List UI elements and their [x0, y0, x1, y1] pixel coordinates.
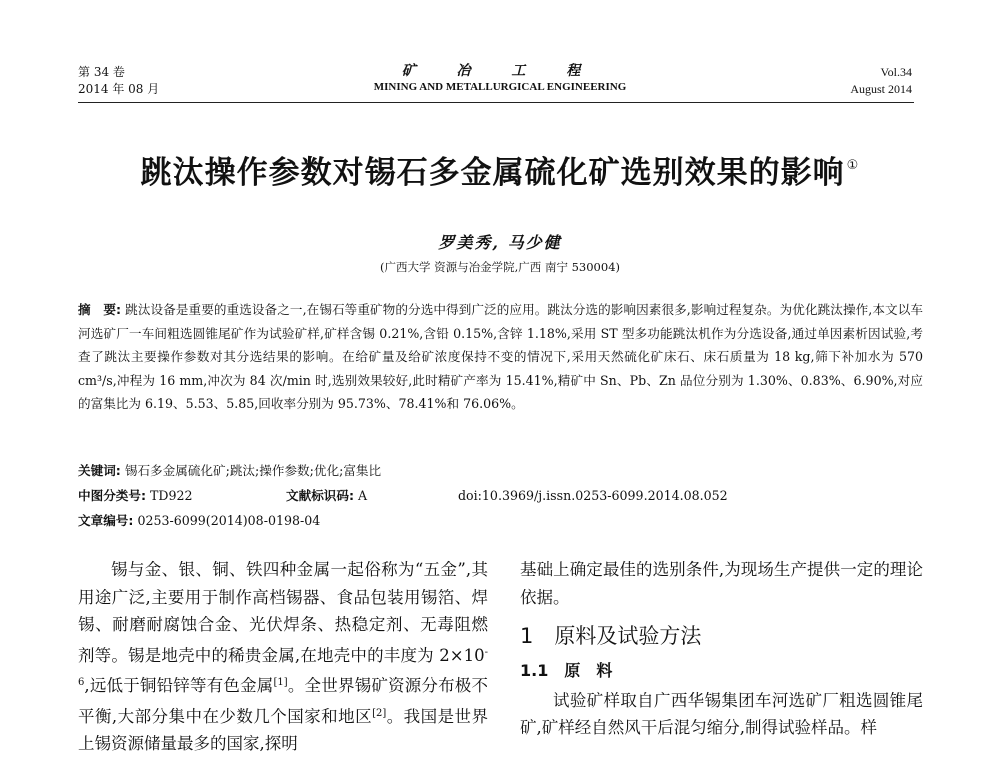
doi[interactable]: doi:10.3969/j.issn.0253-6099.2014.08.052 — [458, 488, 728, 503]
journal-name-en: MINING AND METALLURGICAL ENGINEERING — [373, 81, 627, 93]
volume-en: Vol.34 — [880, 65, 912, 79]
clc-value: TD922 — [150, 488, 193, 503]
doc-code-group — [286, 486, 367, 506]
abstract — [78, 298, 923, 416]
subsection-title: 原 料 — [564, 661, 613, 680]
doc-code-label: 文献标识码: — [286, 488, 355, 503]
right-paragraph-1: 基础上确定最佳的选别条件,为现场生产提供一定的理论依据。 — [520, 560, 923, 607]
paper-title — [0, 146, 1000, 193]
section-title: 原料及试验方法 — [554, 624, 702, 648]
exponent: -6 — [78, 646, 488, 688]
clc-group — [78, 486, 193, 506]
article-id-value: 0253-6099(2014)08-0198-04 — [137, 513, 321, 528]
article-id — [78, 511, 923, 531]
journal-name-cn: 矿 冶 工 程 — [401, 63, 599, 79]
body-column-right — [520, 556, 923, 742]
citation-2[interactable]: [2] — [372, 707, 387, 719]
article-id-label: 文章编号: — [78, 513, 134, 528]
intro-text-b: ,远低于铜铅锌等有色金属 — [84, 676, 274, 695]
authors: 罗美秀, 马少健 — [438, 233, 562, 252]
keywords — [78, 461, 923, 481]
abstract-text: 跳汰设备是重要的重选设备之一,在锡石等重矿物的分选中得到广泛的应用。跳汰分选的影响因素很多,影响过程复杂。为优化跳汰操作,本文以车河选矿厂一车间粗选圆锥尾矿作为试验矿样,矿样含锡 0.21%,含铅 0.15%,含锌 1.18%,采用 ST 型多功能跳汰机作为分选设备,通过单因素析因试验,考查了跳汰主要操作参数对其分选结果的影响。在给矿量及给矿浓度保持不变的情况下,采用天然硫化矿床石、床石质量为 18 kg,筛下补加水为 570 cm³/s,冲程为 16 mm,冲次为 84 次/min 时,选别效果较好,此时精矿产率为 15.41%,精矿中 Sn、Pb、Zn 品位分别为 1.30%、0.83%、6.90%,对应的富集比为 6.19、5.53、5.85,回收率分别为 95.73%、78.41%和 76.06%。 — [78, 302, 923, 411]
affiliation: (广西大学 资源与冶金学院,广西 南宁 530004) — [380, 260, 620, 274]
clc-label: 中图分类号: — [78, 488, 147, 503]
keywords-text: 锡石多金属硫化矿;跳汰;操作参数;优化;富集比 — [124, 463, 382, 478]
title-footnote-mark: ① — [846, 158, 860, 173]
section-number: 1 — [520, 624, 534, 648]
subsection-number: 1.1 — [520, 661, 549, 680]
header-left — [78, 64, 159, 98]
volume-cn: 第 34 卷 — [78, 65, 125, 79]
subsection-heading — [520, 657, 923, 685]
right-paragraph-2: 试验矿样取自广西华锡集团车河选矿厂粗选圆锥尾矿,矿样经自然风干后混匀缩分,制得试验样品。样 — [520, 690, 923, 737]
body-column-left — [78, 556, 488, 758]
intro-text-d: 。我国是世界上锡资源储量最多的国家,探明 — [78, 706, 489, 753]
journal-name — [300, 62, 700, 94]
header-right — [850, 64, 912, 98]
section-heading — [520, 621, 923, 651]
title-text: 跳汰操作参数对锡石多金属硫化矿选别效果的影响 — [140, 155, 845, 191]
citation-1[interactable]: [1] — [273, 677, 288, 688]
intro-text-c: 。全世界锡矿资源分布极不平衡,大部分集中在少数几个国家和地区 — [78, 676, 489, 726]
date-cn: 2014 年 08 月 — [78, 82, 160, 96]
abstract-label: 摘 要: — [78, 302, 122, 317]
intro-paragraph — [78, 556, 488, 758]
doc-code-value: A — [358, 488, 368, 503]
header-rule — [78, 102, 914, 103]
keywords-label: 关键词: — [78, 463, 121, 478]
intro-text-a: 锡与金、银、铜、铁四种金属一起俗称为“五金”,其用途广泛,主要用于制作高档锡器、食品包装用锡箔、焊锡、耐磨耐腐蚀合金、光伏焊条、热稳定剂、无毒阻燃剂等。锡是地壳中的稀贵金属,在地壳中的丰度为 2×10 — [78, 560, 488, 665]
page-header — [0, 60, 1000, 104]
date-en: August 2014 — [850, 82, 912, 96]
